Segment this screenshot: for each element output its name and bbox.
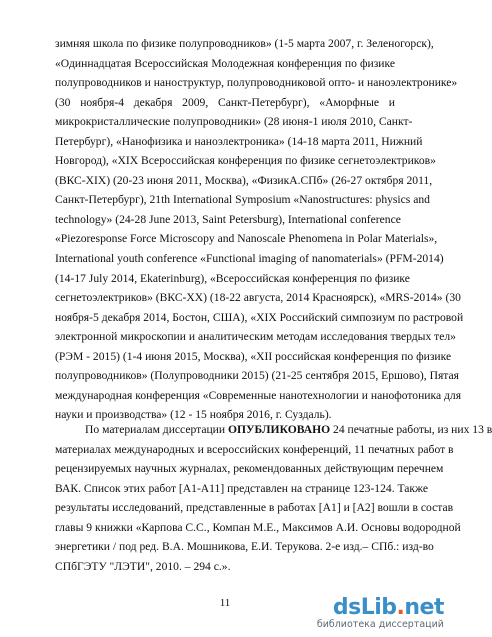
text-fragment: 24 печатные работы, из них 13 в xyxy=(330,423,492,436)
text-line: International youth conference «Functional imaging of nanomaterials» (PFM-2014) xyxy=(55,252,444,266)
text-fragment: По материалам диссертации xyxy=(85,423,228,436)
published-emphasis: ОПУБЛИКОВАНО xyxy=(228,423,331,436)
text-line: СПбГЭТУ "ЛЭТИ", 2010. – 294 с.». xyxy=(55,559,231,573)
page-number: 11 xyxy=(219,597,231,609)
text-line: ноября-5 декабря 2014, Бостон, США), «XIX Российский симпозиум по растровой xyxy=(55,310,464,324)
text-line: «Piezoresponse Force Microscopy and Nanoscale Phenomena in Polar Materials», xyxy=(55,232,438,246)
text-line: материалах международных и всероссийских конференций, 11 печатных работ в xyxy=(55,442,454,456)
logo-dot: . xyxy=(396,595,405,620)
text-line: электронной микроскопии и аналитическим методам исследования твердых тел» xyxy=(55,330,456,344)
text-line: главы 9 книжки «Карпова С.С., Компан М.Е., Максимов А.И. Основы водородной xyxy=(55,520,461,534)
text-line: зимняя школа по физике полупроводников» (1-5 марта 2007, г. Зеленогорск), xyxy=(55,37,434,50)
text-line: Санкт-Петербург), 21th International Symposium «Nanostructures: physics and xyxy=(55,193,430,207)
text-line: technology» (24-28 June 2013, Saint Petersburg), International conference xyxy=(55,212,401,226)
text-line: сегнетоэлектриков» (ВКС-XX) (18-22 августа, 2014 Красноярск), «MRS-2014» (30 xyxy=(55,291,461,305)
text-line: полупроводников» (Полупроводники 2015) (21-25 сентября 2015, Ершово), Пятая xyxy=(55,369,459,383)
logo-tld: net xyxy=(404,595,444,620)
text-line: (ВКС-XIX) (20-23 июня 2011, Москва), «ФизикА.СПб» (26-27 октября 2011, xyxy=(55,173,433,187)
text-line: рецензируемых научных журналах, рекомендованных действующим перечнем xyxy=(55,462,444,476)
watermark-logo xyxy=(317,597,444,619)
text-line: (30 ноября-4 декабря 2009, Санкт-Петербург), «Аморфные и xyxy=(55,95,395,109)
text-line: ВАК. Список этих работ [A1-A11] представлен на странице 123-124. Также xyxy=(55,481,429,495)
text-line: (РЭМ - 2015) (1-4 июня 2015, Москва), «XII российская конференция по физике xyxy=(55,349,452,363)
text-line: Петербург), «Нанофизика и наноэлектроника» (14-18 марта 2011, Нижний xyxy=(55,134,423,148)
text-line: науки и производства» (12 - 15 ноября 2016, г. Суздаль). xyxy=(55,408,332,422)
text-line: микрокристаллические полупроводники» (28 июня-1 июля 2010, Санкт- xyxy=(55,115,413,129)
logo-main: dsLib xyxy=(332,595,397,620)
text-line: энергетики / под ред. В.А. Мошникова, Е.И. Терукова. 2-е изд.– СПб.: изд-во xyxy=(55,540,434,554)
text-line xyxy=(55,420,492,440)
text-line: Новгород), «XIX Всероссийская конференция по физике сегнетоэлектриков» xyxy=(55,154,436,168)
watermark-subtitle: библиотека диссертаций xyxy=(316,619,444,630)
watermark xyxy=(317,597,444,631)
text-line: международная конференция «Современные нанотехнологии и нанофотоника для xyxy=(55,388,462,402)
text-line: полупроводников и наноструктур, полупроводниковой опто- и наноэлектронике» xyxy=(55,76,458,90)
conferences-paragraph xyxy=(55,34,464,425)
text-line: «Одиннадцатая Всероссийская Молодежная конференция по физике xyxy=(55,56,395,70)
text-line: результаты исследований, представленные в работах [A1] и [A2] вошли в состав xyxy=(55,501,454,515)
publications-paragraph xyxy=(55,420,492,576)
text-line: (14-17 July 2014, Ekaterinburg), «Всероссийская конференция по физике xyxy=(55,271,410,285)
